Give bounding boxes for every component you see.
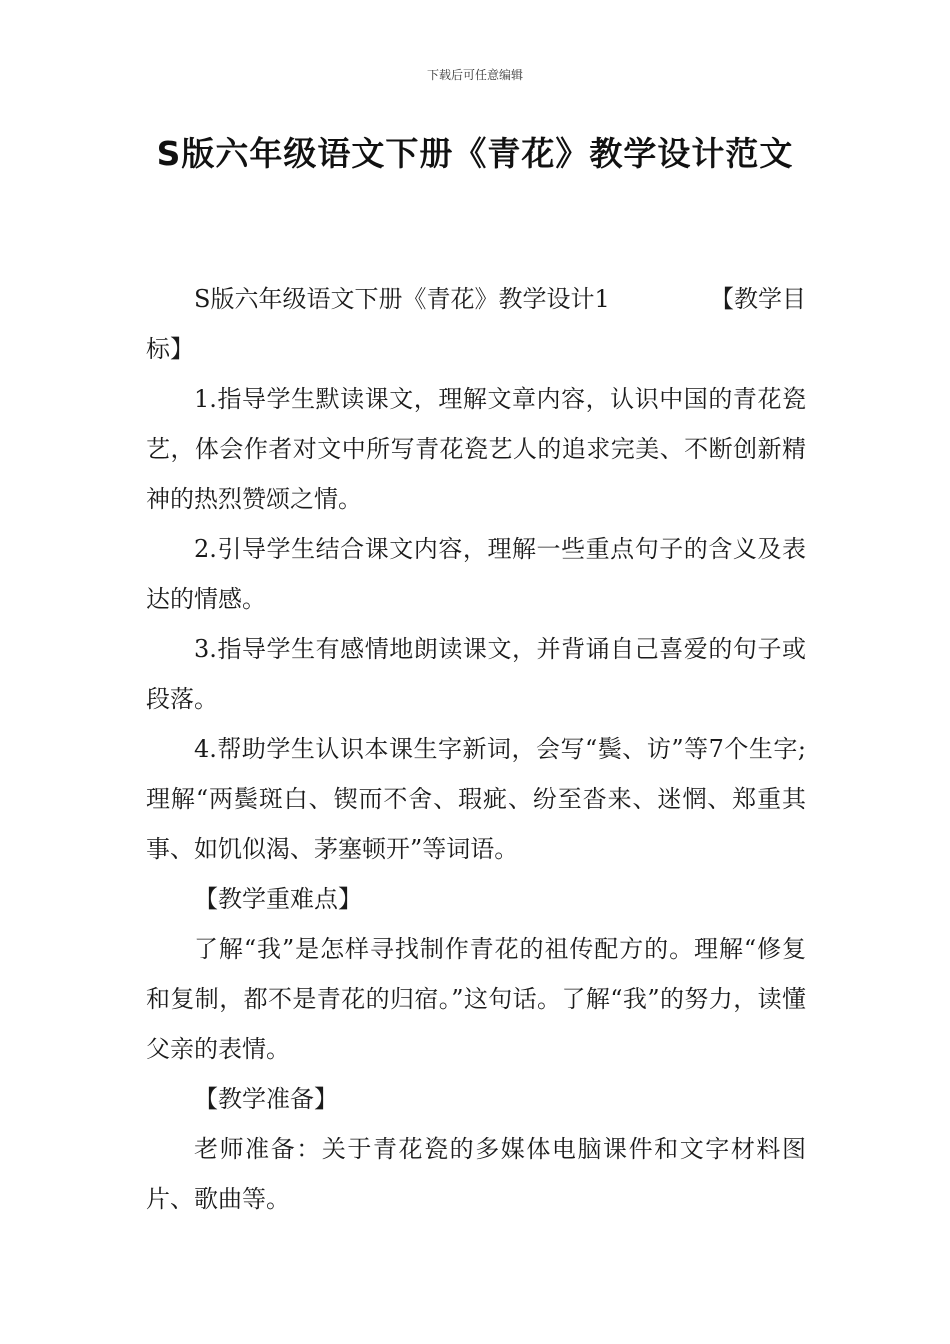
objectives-heading: 【教学目 bbox=[710, 285, 806, 313]
objective-4: 4.帮助学生认识本课生字新词，会写“鬓、访”等7个生字;理解“两鬓斑白、锲而不舍、瑕疵、纷至沓来、迷惘、郑重其事、如饥似渴、茅塞顿开”等词语。 bbox=[146, 735, 806, 863]
objectives-heading-cont: 标】 bbox=[146, 335, 194, 363]
intro-line bbox=[146, 274, 806, 324]
objective-1: 1.指导学生默读课文，理解文章内容，认识中国的青花瓷艺，体会作者对文中所写青花瓷艺人的追求完美、不断创新精神的热烈赞颂之情。 bbox=[146, 385, 806, 513]
document-title: S版六年级语文下册《青花》教学设计范文 bbox=[156, 134, 794, 173]
preparation-text: 老师准备：关于青花瓷的多媒体电脑课件和文字材料图片、歌曲等。 bbox=[146, 1135, 806, 1213]
key-points-heading: 【教学重难点】 bbox=[194, 885, 362, 913]
intro-subtitle: S版六年级语文下册《青花》教学设计1 bbox=[194, 285, 610, 313]
header-note: 下载后可任意编辑 bbox=[426, 68, 523, 82]
objective-2: 2.引导学生结合课文内容，理解一些重点句子的含义及表达的情感。 bbox=[146, 535, 806, 613]
preparation-heading: 【教学准备】 bbox=[194, 1085, 338, 1113]
document-body bbox=[146, 274, 806, 1224]
key-points-text: 了解“我”是怎样寻找制作青花的祖传配方的。理解“修复和复制，都不是青花的归宿。”这句话。了解“我”的努力，读懂父亲的表情。 bbox=[146, 935, 806, 1063]
objective-3: 3.指导学生有感情地朗读课文，并背诵自己喜爱的句子或段落。 bbox=[146, 635, 806, 713]
